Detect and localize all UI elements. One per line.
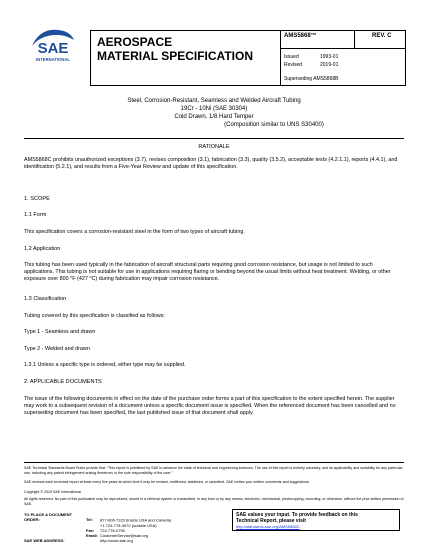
order-contacts (24, 512, 171, 544)
classification-text: Tubing covered by this specification is classified as follows: (24, 313, 165, 319)
issued-label: Issued (284, 54, 299, 60)
feedback-link[interactable]: http://standards.sae.org/AMS5868C (236, 524, 300, 529)
material-temper: Cold Drawn, 1/8 Hard Temper (174, 114, 254, 120)
tel-value: +1 724-776-4970 (outside USA) (100, 522, 157, 528)
header-divider (354, 30, 355, 48)
section-scope: 1. SCOPE (24, 196, 50, 202)
classification-note: 1.3.1 Unless a specific type is ordered, either type may be supplied. (24, 362, 186, 368)
document-number: AMS5868™ (284, 33, 317, 39)
applicable-documents-text: The issue of the following documents in effect on the date of the purchase order forms a part of this specification to the extent specified herein. The supplier may work to a subsequent revision of a document unless a specific document issue is specified. When the referenced document has been cancelled and no superseding document has been specified, the last published issue of that document shall apply. (24, 396, 396, 416)
form-text: This specification covers a corrosion-resistant steel in the form of two types of aircraft tubing. (24, 229, 245, 235)
tel-value: 877-606-7323 (inside USA and Canada) (100, 517, 172, 523)
type-2: Type 2 - Welded and drawn (24, 346, 90, 352)
section-applicable-documents: 2. APPLICABLE DOCUMENTS (24, 379, 102, 385)
type-1: Type 1 - Seamless and drawn (24, 329, 96, 335)
tel-label: Tel: (86, 517, 93, 523)
title-line: MATERIAL SPECIFICATION (97, 49, 253, 63)
fax-value: 724-776-0790 (100, 527, 125, 533)
section-classification: 1.3 Classification (24, 296, 67, 302)
material-grade: 19Cr - 10Ni (SAE 30304) (180, 106, 248, 112)
revision-label: REV. C (372, 33, 392, 39)
footer-legal-2: SAE reviews each technical report at least every five years at which time it may be revised, reaffirmed, stabilized, or cancelled. SAE invites your written comments and suggestions. (24, 480, 310, 484)
order-label: TO PLACE A DOCUMENT ORDER: (24, 512, 73, 523)
material-title: Steel, Corrosion-Resistant, Seamless and Welded Aircraft Tubing (127, 98, 301, 104)
revised-label: Revised (284, 62, 303, 68)
sae-logo (30, 26, 76, 64)
application-text: This tubing has been used typically in the fabrication of aircraft structural parts requiring good corrosion resistance, but usage is not limited to such applications. This tubing is not suitable for use in applications requiring flaring or bending beyond the usual limits without heat treatment. Welding, or other exposure over 800 °F (427 °C) during fabrication may impair corrosion resistance. (24, 262, 391, 282)
rationale-text: AMS5868C prohibits unauthorized exceptions (3.7), revises composition (3.1), fabrication (3.3), quality (3.5.2), acceptable tests (4.2.1.1), reports (4.4.1), and identification (5.2.1), and results from a Five-Year Review and update of this specification. (24, 157, 398, 170)
feedback-text: Technical Report, please visit (236, 518, 306, 524)
web-link[interactable]: http://www.sae.org (100, 538, 133, 544)
material-title-block (24, 97, 404, 129)
feedback-text: SAE values your input. To provide feedback on this (236, 512, 358, 518)
sae-logo-mark (30, 26, 76, 64)
issue-dates (284, 53, 338, 69)
revised-value: 2019-01 (320, 62, 339, 68)
logo-subtext: INTERNATIONAL (36, 57, 70, 62)
email-label: Email: (86, 533, 99, 539)
footer-copyright: Copyright © 2019 SAE International (24, 490, 81, 494)
section-form: 1.1 Form (24, 212, 47, 218)
fax-label: Fax: (86, 527, 95, 533)
spec-title (97, 35, 253, 63)
web-label: SAE WEB ADDRESS: (24, 538, 65, 544)
title-line: AEROSPACE (97, 35, 173, 49)
footer-rule (24, 462, 404, 463)
header-divider (280, 48, 406, 49)
footer-legal-1: SAE Technical Standards Board Rules provide that: “This report is published by SAE to advance the state of technical and engineering sciences. The use of this report is entirely voluntary, and its applicability and suitability for any particular use, including any patent infringement arising therefrom, is the sole responsibility of the user.” (24, 466, 403, 475)
superseding-note: Superseding AMS5868B (284, 76, 339, 82)
title-rule (24, 138, 404, 139)
material-composition: (Composition similar to UNS S30400) (224, 122, 324, 128)
header-divider (280, 30, 281, 86)
email-link[interactable]: CustomerService@sae.org (100, 533, 149, 539)
feedback-box (232, 509, 400, 531)
footer-legal-3: All rights reserved. No part of this publication may be reproduced, stored in a retrieval system or transmitted, in any form or by any means, electronic, mechanical, photocopying, recording, or otherwise, without the prior written permission of SAE. (24, 497, 404, 506)
rationale-heading: RATIONALE (198, 144, 230, 150)
issued-value: 1993-01 (320, 54, 339, 60)
section-application: 1.2 Application (24, 246, 61, 252)
logo-text: SAE (37, 40, 69, 57)
